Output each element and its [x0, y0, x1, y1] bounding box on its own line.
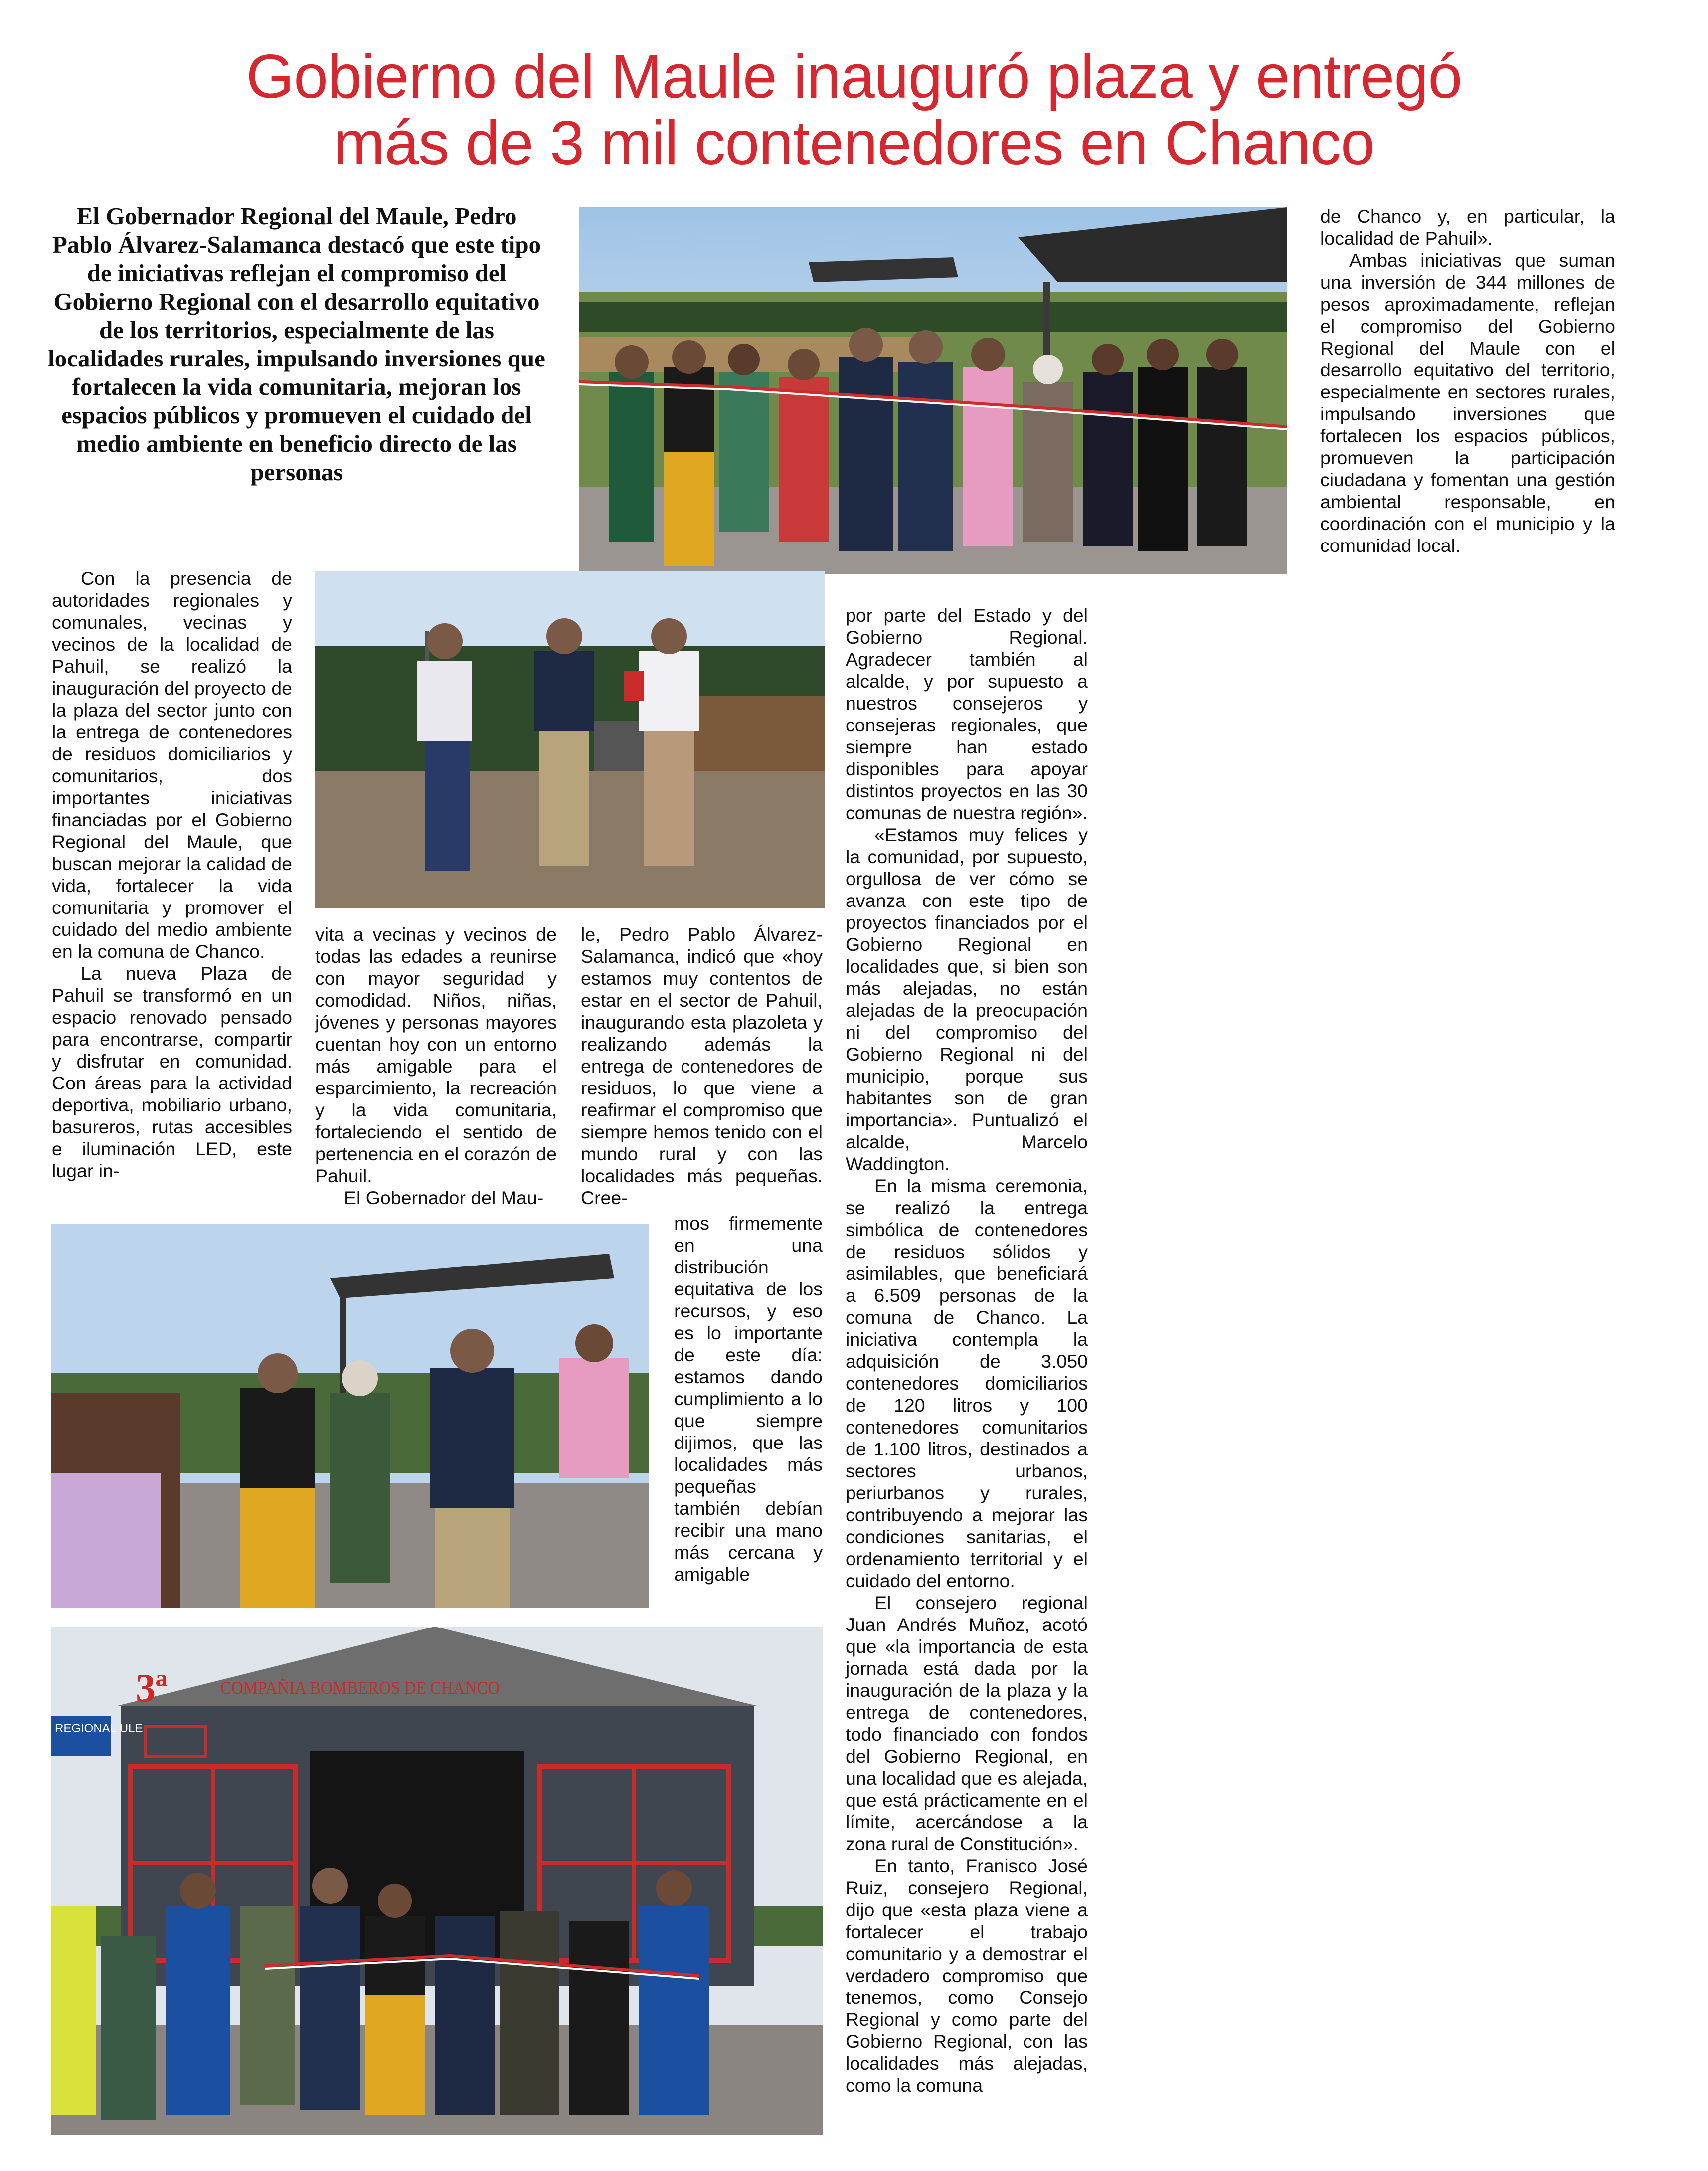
article-column-3-continued [674, 1212, 823, 1585]
article-column-1 [52, 567, 292, 1182]
headline-line-1: Gobierno del Maule inauguró plaza y entregó [246, 42, 1462, 111]
lead-paragraph: El Gobernador Regional del Maule, Pedro Pablo Álvarez-Salamanca destacó que este tipo de iniciativas reflejan el compromiso del Gobierno Regional con el desarrollo equitativo de los territorios, especialmente de las localidades rurales, impulsando inversiones que fortalecen la vida comunitaria, mejoran los espacios públicos y promueven el cuidado del medio ambiente en beneficio directo de las personas [48, 202, 545, 486]
article-paragraph: le, Pedro Pablo Álvarez-Salamanca, indicó que «hoy estamos muy contentos de estar en el sector de Pahuil, inaugurando esta plazoleta y realizando además la entrega de contenedores de residuos, lo que viene a reafirmar el compromiso que siempre hemos tenido con el mundo rural y con las localidades más pequeñas. Cree- [581, 924, 823, 1208]
article-paragraph: Ambas iniciativas que suman una inversión de 344 millones de pesos aproximadamente, reflejan el compromiso del Gobierno Regional del Maule con el desarrollo equitativo del territorio, especialmente en sectores rurales, impulsando inversiones que fortalecen los espacios públicos, promueven la participación ciudadana y fomentan una gestión ambiental responsable, en coordinación con el municipio y la comunidad local. [1320, 250, 1615, 556]
article-paragraph: En tanto, Franisco José Ruiz, consejero Regional, dijo que «esta plaza viene a fortalecer el trabajo comunitario y a demostrar el verdadero compromiso que tenemos, como Consejo Regional y como parte del Gobierno Regional, con las localidades más alejadas, como la comuna [846, 1855, 1088, 2096]
article-column-4 [846, 604, 1088, 2096]
article-paragraph: por parte del Estado y del Gobierno Regional. Agradecer también al alcalde, y por supuesto a nuestros consejeros y consejeras regionales, que siempre han estado disponibles para apoyar distintos proyectos en las 30 comunas de nuestra región». [846, 605, 1088, 823]
article-column-5 [1320, 205, 1615, 556]
article-column-3 [581, 923, 823, 1209]
headline-line-2: más de 3 mil contenedores en Chanco [333, 109, 1374, 178]
photo-authorities-walking [315, 571, 825, 908]
headline [0, 44, 1708, 177]
photo-firestation-ceremony [51, 1627, 823, 2135]
article-paragraph: vita a vecinas y vecinos de todas las edades a reunirse con mayor seguridad y comodidad. Niños, niñas, jóvenes y personas mayores cuentan hoy con un entorno más amigable para el esparcimiento, la recreación y la vida comunitaria, fortaleciendo el sentido de pertenencia en el corazón de Pahuil. [315, 924, 557, 1186]
photo-ribbon-cutting-plaza [579, 207, 1287, 574]
firestation-sign: COMPAÑIA BOMBEROS DE CHANCO [220, 1678, 500, 1698]
article-paragraph: Con la presencia de autoridades regionales y comunales, vecinas y vecinos de la localidad de Pahuil, se realizó la inauguración del proyecto de la plaza del sector junto con la entrega de contenedores de residuos domiciliarios y comunitarios, dos importantes iniciativas financiadas por el Gobierno Regional del Maule, que buscan mejorar la calidad de vida, fortalecer la vida comunitaria y promover el cuidado del medio ambiente en la comuna de Chanco. [52, 568, 292, 962]
article-paragraph: El Gobernador del Mau- [344, 1187, 544, 1208]
article-paragraph: de Chanco y, en particular, la localidad de Pahuil». [1320, 206, 1615, 249]
article-paragraph: El consejero regional Juan Andrés Muñoz, acotó que «la importancia de esta jornada está dada por la inauguración de la plaza y la entrega de contenedores, todo financiado con fondos del Gobierno Regional, en una localidad que es alejada, que está prácticamente en el límite, acercándose a la zona rural de Constitución». [846, 1592, 1088, 1854]
article-paragraph: La nueva Plaza de Pahuil se transformó en un espacio renovado pensado para encontrarse, compartir y disfrutar en comunidad. Con áreas para la actividad deportiva, mobiliario urbano, basureros, rutas accesibles e iluminación LED, este lugar in- [52, 963, 292, 1181]
firestation-banner-text: REGIONAL ULE [55, 1722, 143, 1735]
firestation-number: 3ª [136, 1666, 168, 1710]
article-column-2 [315, 923, 557, 1209]
photo-handshake-delivery [51, 1224, 649, 1608]
article-paragraph: «Estamos muy felices y la comunidad, por supuesto, orgullosa de ver cómo se avanza con este tipo de proyectos financiados por el Gobierno Regional en localidades que, si bien son más alejadas, no están alejadas de la preocupación ni del compromiso del Gobierno Regional ni del municipio, porque sus habitantes son de gran importancia». Puntualizó el alcalde, Marcelo Waddington. [846, 824, 1088, 1174]
article-paragraph: mos firmemente en una distribución equitativa de los recursos, y eso es lo importante de este día: estamos dando cumplimiento a lo que siempre dijimos, que las localidades más pequeñas también debían recibir una mano más cercana y amigable [674, 1213, 823, 1585]
article-paragraph: En la misma ceremonia, se realizó la entrega simbólica de contenedores de residuos sólidos y asimilables, que beneficiará a 6.509 personas de la comuna de Chanco. La iniciativa contempla la adquisición de 3.050 contenedores domiciliarios de 120 litros y 100 contenedores comunitarios de 1.100 litros, destinados a sectores urbanos, periurbanos y rurales, contribuyendo a mejorar las condiciones sanitarias, el ordenamiento territorial y el cuidado del entorno. [846, 1175, 1088, 1591]
